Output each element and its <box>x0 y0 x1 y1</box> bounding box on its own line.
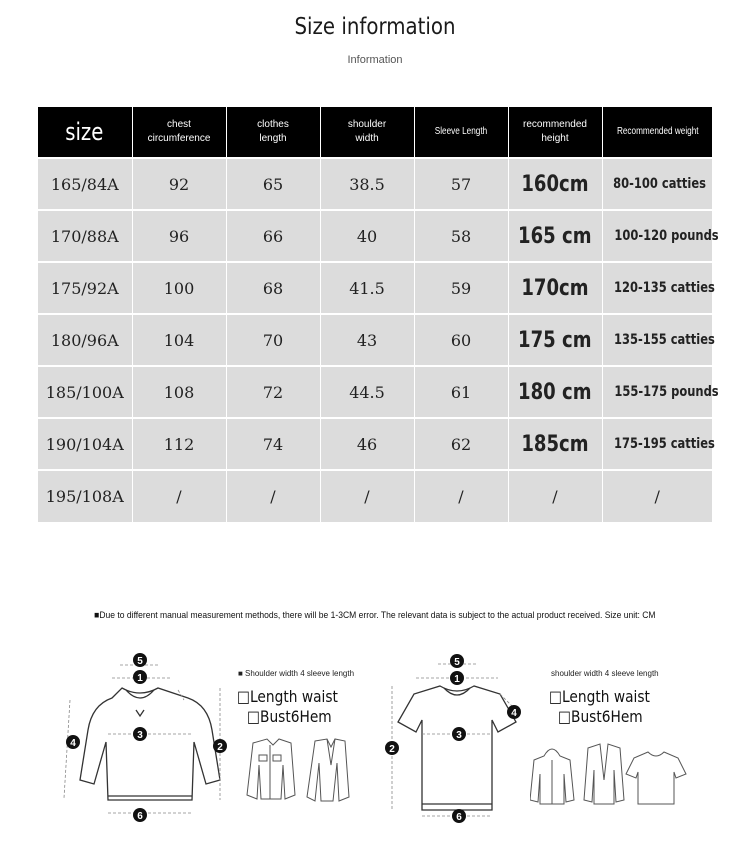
table-cell: 41.5 <box>320 262 414 314</box>
table-cell: / <box>602 470 712 522</box>
table-cell: 175 cm <box>508 314 602 366</box>
measurement-markers <box>66 653 227 822</box>
table-row <box>38 210 712 262</box>
table-cell: / <box>226 470 320 522</box>
table-cell: 70 <box>226 314 320 366</box>
table-cell: 38.5 <box>320 158 414 210</box>
table-cell: 108 <box>132 366 226 418</box>
column-header: Sleeve Length <box>414 107 508 158</box>
size-table <box>38 107 719 522</box>
marker-label: 1 <box>454 674 460 685</box>
measurement-markers <box>385 654 521 823</box>
table-cell: 62 <box>414 418 508 470</box>
table-cell: 58 <box>414 210 508 262</box>
legend-bust-hem-left: □Bust6Hem <box>247 707 332 726</box>
legend-small-right: shoulder width 4 sleeve length <box>551 669 659 678</box>
table-cell: 74 <box>226 418 320 470</box>
table-cell: 92 <box>132 158 226 210</box>
jacket-sketch-icon <box>233 735 353 807</box>
table-cell: 100-120 pounds <box>602 210 712 262</box>
table-cell: 180 cm <box>508 366 602 418</box>
marker-label: 5 <box>454 657 460 668</box>
table-row <box>38 470 712 522</box>
legend-length-waist-right: □Length waist <box>549 687 650 706</box>
hoodie-cardigan-tshirt-icon <box>530 740 690 812</box>
table-cell: 170/88A <box>38 210 132 262</box>
table-cell: 60 <box>414 314 508 366</box>
tshirt-diagram <box>382 650 532 825</box>
table-cell: 44.5 <box>320 366 414 418</box>
marker-label: 6 <box>137 811 143 822</box>
marker-label: 3 <box>137 730 143 741</box>
table-cell: 155-175 pounds <box>602 366 712 418</box>
table-cell: / <box>320 470 414 522</box>
table-cell: 195/108A <box>38 470 132 522</box>
marker-label: 3 <box>456 730 462 741</box>
marker-label: 6 <box>456 812 462 823</box>
table-cell: / <box>132 470 226 522</box>
table-cell: 66 <box>226 210 320 262</box>
table-cell: 165 cm <box>508 210 602 262</box>
table-cell: 120-135 catties <box>602 262 712 314</box>
table-cell: 65 <box>226 158 320 210</box>
table-row <box>38 314 712 366</box>
column-header: clothes length <box>226 107 320 158</box>
table-cell: 160cm <box>508 158 602 210</box>
table-cell: 170cm <box>508 262 602 314</box>
table-cell: 175-195 catties <box>602 418 712 470</box>
table-cell: 100 <box>132 262 226 314</box>
table-cell: 68 <box>226 262 320 314</box>
table-cell: 40 <box>320 210 414 262</box>
long-sleeve-diagram <box>60 650 240 825</box>
marker-label: 4 <box>511 708 517 719</box>
page-subtitle: Information <box>347 54 403 66</box>
column-header: Recommended weight <box>602 107 712 158</box>
column-header: chest circumference <box>132 107 226 158</box>
table-cell: 59 <box>414 262 508 314</box>
table-cell: 112 <box>132 418 226 470</box>
table-cell: 175/92A <box>38 262 132 314</box>
column-header: size <box>38 107 132 158</box>
table-cell: 180/96A <box>38 314 132 366</box>
marker-label: 2 <box>389 744 395 755</box>
table-cell: 135-155 catties <box>602 314 712 366</box>
table-cell: 61 <box>414 366 508 418</box>
table-cell: / <box>414 470 508 522</box>
page-title: Size information <box>294 14 456 40</box>
marker-label: 4 <box>70 738 76 749</box>
marker-label: 1 <box>137 673 143 684</box>
table-cell: 185/100A <box>38 366 132 418</box>
column-header: shoulder width <box>320 107 414 158</box>
table-cell: 43 <box>320 314 414 366</box>
table-cell: 190/104A <box>38 418 132 470</box>
table-row <box>38 366 712 418</box>
measurement-note: ■Due to different manual measurement methods, there will be 1-3CM error. The relevant data is subject to the actual product received. Size unit: CM <box>94 610 656 621</box>
table-cell: 46 <box>320 418 414 470</box>
table-cell: 57 <box>414 158 508 210</box>
marker-label: 2 <box>217 742 223 753</box>
table-cell: 185cm <box>508 418 602 470</box>
table-row <box>38 418 712 470</box>
column-header: recommended height <box>508 107 602 158</box>
table-row <box>38 262 712 314</box>
table-cell: 104 <box>132 314 226 366</box>
table-cell: 80-100 catties <box>602 158 712 210</box>
table-cell: 72 <box>226 366 320 418</box>
legend-bust-hem-right: □Bust6Hem <box>558 707 643 726</box>
table-header-row <box>38 107 712 158</box>
table-cell: 165/84A <box>38 158 132 210</box>
table-cell: / <box>508 470 602 522</box>
table-row <box>38 158 712 210</box>
marker-label: 5 <box>137 656 143 667</box>
table-cell: 96 <box>132 210 226 262</box>
legend-length-waist-left: □Length waist <box>237 687 338 706</box>
legend-small-left: ■ Shoulder width 4 sleeve length <box>238 669 355 678</box>
